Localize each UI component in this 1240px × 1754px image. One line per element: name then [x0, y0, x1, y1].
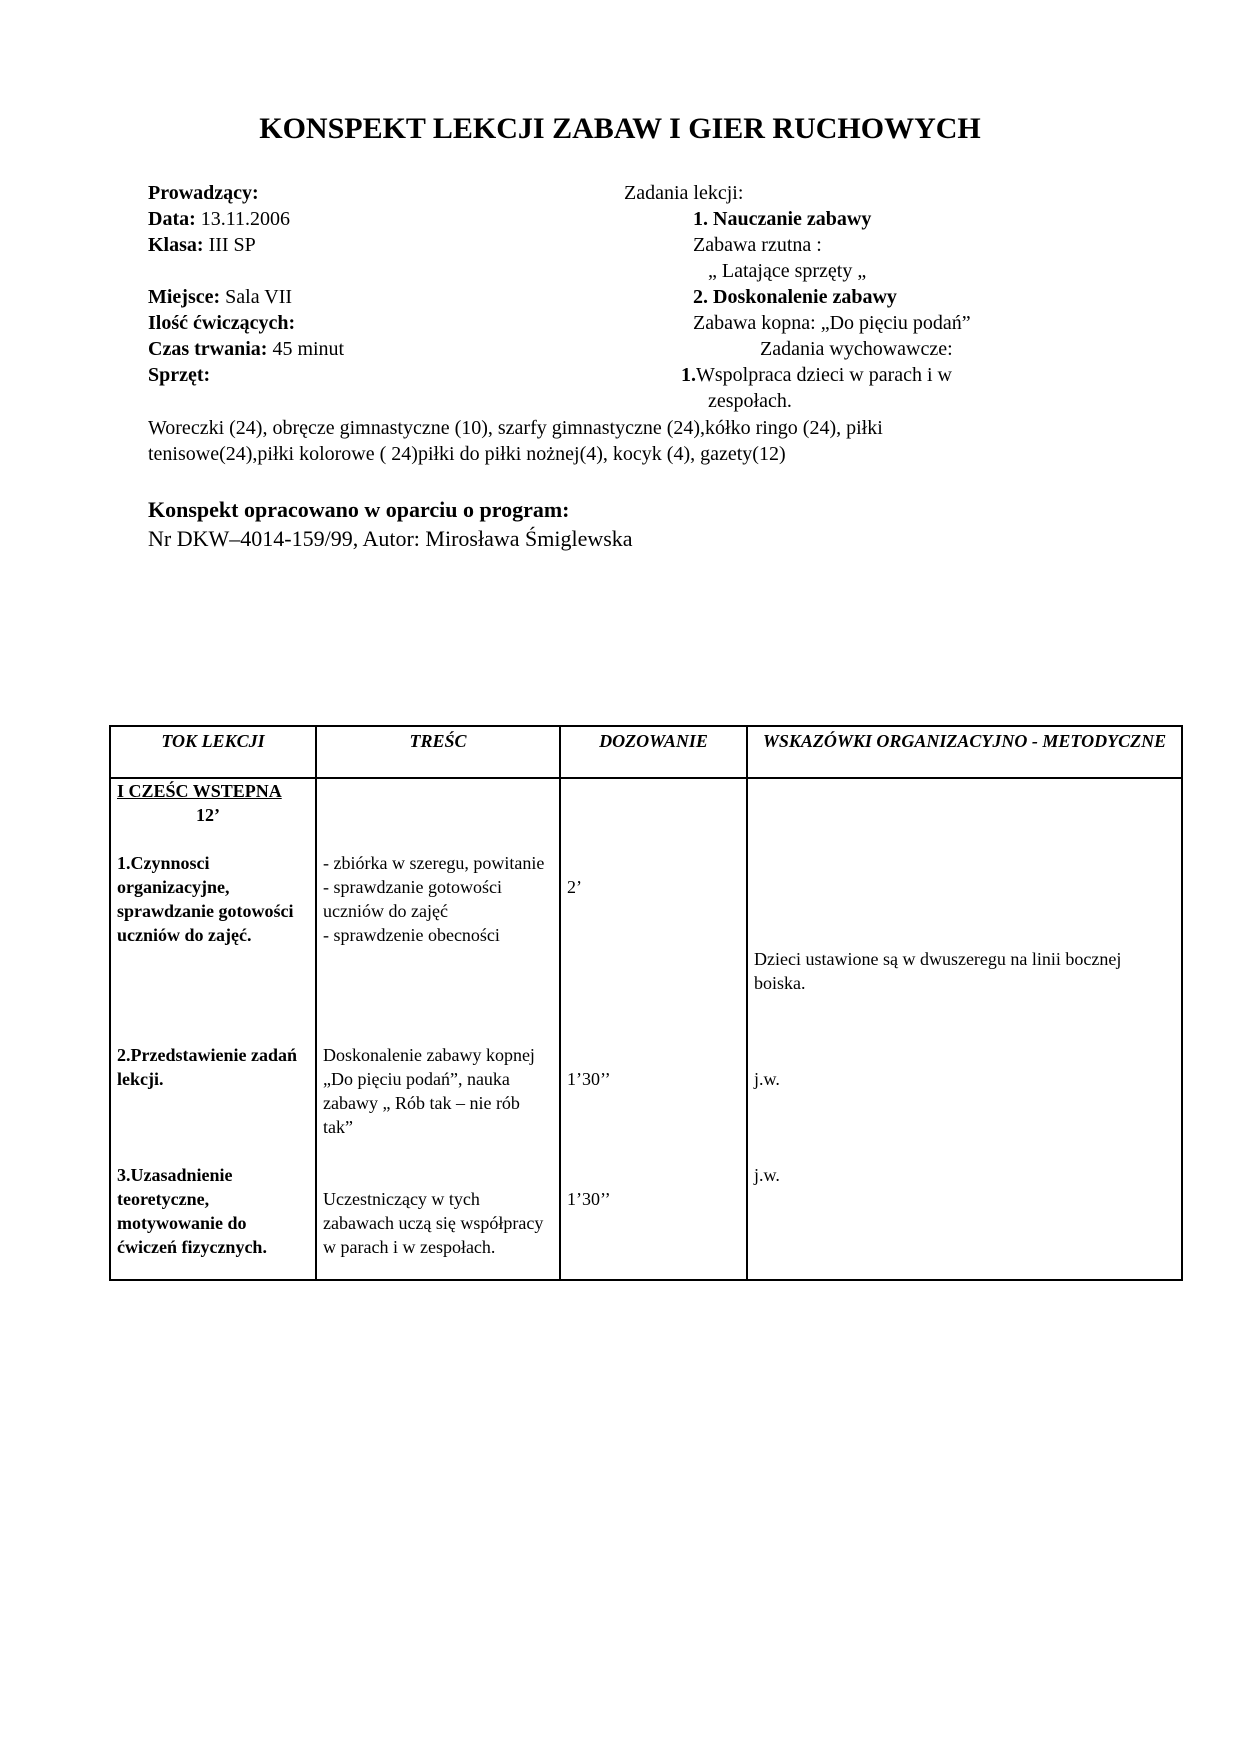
program-text: Nr DKW–4014-159/99, Autor: Mirosława Śmiglewska: [148, 526, 633, 551]
data-row: [148, 206, 290, 232]
header-tresc: TREŚC: [316, 726, 560, 778]
edu-heading: Zadania wychowawcze:: [760, 338, 953, 360]
klasa-label: Klasa:: [148, 234, 204, 256]
sprzet-label: Sprzęt:: [148, 364, 211, 386]
task-1-sub: Zabawa rzutna :: [693, 234, 822, 256]
section-time: 12’: [196, 805, 220, 825]
document-title: KONSPEKT LEKCJI ZABAW I GIER RUCHOWYCH: [259, 112, 981, 145]
column-tresc: [316, 778, 560, 1280]
row-2-dozowanie: 1’30’’: [567, 1069, 611, 1089]
column-wskazowki: [747, 778, 1182, 1280]
program-heading: Konspekt opracowano w oparciu o program:: [148, 497, 570, 522]
header-dozowanie: DOZOWANIE: [560, 726, 747, 778]
data-label: Data:: [148, 208, 196, 230]
ilosc-label: Ilość ćwiczących:: [148, 312, 296, 334]
row-3-tresc: Uczestniczący w tych zabawach uczą się współpracy w parach i w zespołach.: [323, 1189, 544, 1257]
prowadzacy-label: Prowadzący:: [148, 182, 259, 204]
lesson-table: [109, 725, 1183, 1281]
edu-task-1-number: 1.: [681, 364, 696, 386]
header-tok-lekcji: TOK LEKCJI: [110, 726, 316, 778]
header-wskazowki: WSKAZÓWKI ORGANIZACYJNO - METODYCZNE: [747, 726, 1182, 778]
prowadzacy-row: [148, 180, 259, 206]
table-header-row: [110, 726, 1182, 778]
miejsce-row: [148, 284, 292, 310]
row-2-tok: 2.Przedstawienie zadań lekcji.: [117, 1045, 297, 1089]
row-1-tok: 1.Czynnosci organizacyjne, sprawdzanie gotowości uczniów do zajęć.: [117, 853, 294, 945]
czas-row: [148, 336, 344, 362]
czas-value: 45 minut: [272, 338, 345, 360]
miejsce-value: Sala VII: [225, 286, 293, 308]
czas-label: Czas trwania:: [148, 338, 268, 360]
edu-task-1-text: Wspolpraca dzieci w parach i w: [696, 364, 952, 386]
row-1-wskazowki: Dzieci ustawione są w dwuszeregu na linii bocznej boiska.: [754, 949, 1122, 993]
task-2: 2. Doskonalenie zabawy: [693, 286, 897, 308]
tasks-heading: Zadania lekcji:: [624, 182, 744, 204]
klasa-row: [148, 232, 256, 258]
equipment-line-1: Woreczki (24), obręcze gimnastyczne (10), szarfy gimnastyczne (24),kółko ringo (24), piłki: [148, 417, 883, 439]
task-1-name: „ Latające sprzęty „: [708, 260, 867, 282]
task-1: 1. Nauczanie zabawy: [693, 208, 872, 230]
column-tok-lekcji: [110, 778, 316, 1280]
row-1-tresc-item-2: - sprawdzanie gotowości uczniów do zajęć: [323, 877, 502, 921]
row-3-tok: 3.Uzasadnienie teoretyczne, motywowanie do ćwiczeń fizycznych.: [117, 1165, 267, 1257]
miejsce-label: Miejsce:: [148, 286, 221, 308]
row-2-tresc: Doskonalenie zabawy kopnej „Do pięciu podań”, nauka zabawy „ Rób tak – nie rób tak”: [323, 1045, 535, 1137]
edu-task-1-cont: zespołach.: [708, 390, 792, 412]
row-2-wskazowki: j.w.: [754, 1069, 780, 1089]
row-1-dozowanie: 2’: [567, 877, 582, 897]
table-row: [110, 778, 1182, 1280]
data-value: 13.11.2006: [200, 208, 291, 230]
row-3-wskazowki: j.w.: [754, 1165, 780, 1185]
sprzet-row: [148, 362, 210, 388]
task-2-sub: Zabawa kopna: „Do pięciu podań”: [693, 312, 971, 334]
equipment-line-2: tenisowe(24),piłki kolorowe ( 24)piłki do piłki nożnej(4), kocyk (4), gazety(12): [148, 443, 786, 465]
row-1-tresc-item-3: - sprawdzenie obecności: [323, 925, 500, 945]
edu-task-1: [681, 362, 952, 388]
row-1-tresc: [323, 851, 553, 947]
row-3-dozowanie: 1’30’’: [567, 1189, 611, 1209]
klasa-value: III SP: [208, 234, 256, 256]
section-name: I CZEŚC WSTEPNA: [117, 781, 282, 801]
column-dozowanie: [560, 778, 747, 1280]
ilosc-row: [148, 310, 295, 336]
row-1-tresc-item-1: - zbiórka w szeregu, powitanie: [323, 853, 545, 873]
